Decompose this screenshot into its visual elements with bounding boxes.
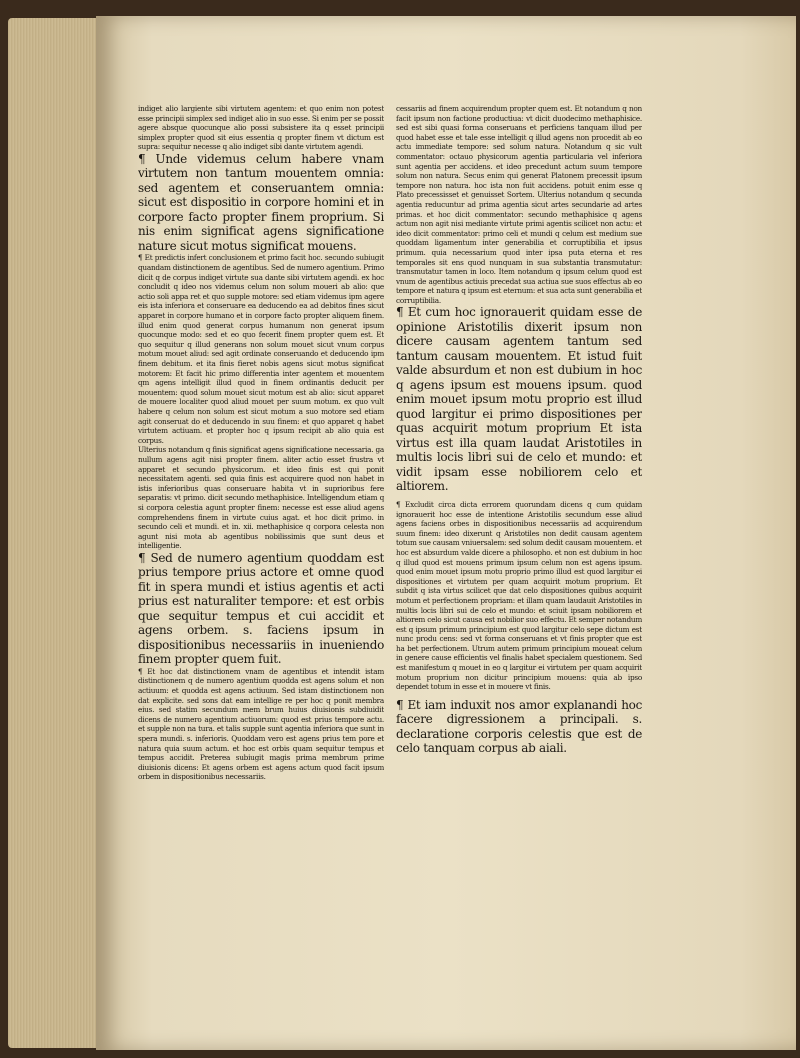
right-text-column [396,104,642,844]
left-text-column [138,104,384,804]
right-paragraph-1: cessariis ad finem acquirendum propter quem est. Et notandum q non facit ipsum non factione productiua: vt dicit duodecimo methaphisice. sed est sibi quasi forma conseruans et perficiens tanquam illud per quod habet esse et tale esse intelligit q illud agens non procedit ab eo actu immediate tempore: sed solum natura. Notandum q sic vult commentator: octauo physicorum agentia particularia vel inferiora sunt agentia per accidens. et ideo precedunt actum suum tempore solum non natura. Secus enim qui generat Platonem precessit ipsum tempore non natura. hoc ista non fuit accidens. potuit enim esse q Plato precessisset et genuisset Sortem. Ulterius notandum q secunda agentia reducuntur ad prima agentia sicut artes secundarie ad artes primas. et hoc dicit commentator: secundo methaphisice q agens actum non agit nisi mediante virtute primi agentis scilicet non actu: et ideo dicit commentator: primo celi et mundi q celum est medium sue quoddam ligamentum inter generabilia et corruptibilia et ipsus primum. quia necessarium quod inter ipsa puta eterna et res temporales sit ens quod nunquam in sua substantia transmutatur: transmutatur tamen in loco. Item notandum q ipsum celum quod est vnum de agentibus actiuis precedat sua actiua sue suos effectus ab eo tempore et natura q ipsum est eternum: et sua acta sunt generabilia et corruptibilia. [396,104,642,305]
left-paragraph-2: ¶ Unde videmus celum habere vnam virtutem non tantum mouentem omnia: sed agentem et conseruantem omnia: sicut est dispositio in corpore homini et in corpore facto propter finem proprium. Si nis enim significat agens significatione nature sicut motus significat mouens. [138,151,384,253]
right-paragraph-2: ¶ Et cum hoc ignorauerit quidam esse de opinione Aristotilis dixerit ipsum non dicere causam agentem tantum sed tantum causam mouentem. Et istud fuit valde absurdum et non est dubium in hoc q agens ipsum est mouens ipsum. quod enim mouet ipsum motu proprio est illud quod largitur ei primo dispositiones per quas acquirit motum proprium Et ista virtus est illa quam laudat Aristotiles in multis locis libri sui de celo et mundo: et vidit ipsam esse nobiliorem celo et altiorem. [396,305,642,494]
left-paragraph-4: Ulterius notandum q finis significat agens significatione necessaria. ga nullum agens agit nisi propter finem. aliter actio esset frustra vt apparet et secundo physicorum. et ideo finis est qui ponit necessitatem agenti. sed quia finis est acquirere quod non habet in istis inferioribus quas conseruare habita vt in suprioribus fere separatis: vt primo. dicit secundo methaphisice. Intelligendum etiam q si corpora celestia agunt propter finem: necesse est esse aliud agens comprehendens finem in virtute cuius agat. et hoc dicit primo. in secundo celi et mundi. et in. xii. methaphisice q corpora celesta non agunt nisi mota ab agentibus nobilissimis que sunt deus et intelligentie. [138,445,384,551]
right-paragraph-4: ¶ Et iam induxit nos amor explanandi hoc facere digressionem a principali. s. declaratione corporis celestis que est de celo tanquam corpus ab aiali. [396,697,642,756]
right-paragraph-3: ¶ Excludit circa dicta errorem quorundam dicens q cum quidam ignorauerit hoc esse de intentione Aristotilis secundum esse aliud agens faciens orbes in dispositionibus necessariis ad acquirendum suum finem: ideo dixerunt q Aristotiles non dedit causam agentem totum sue causam vniuersalem: sed solum dedit causam mouentem. et hoc est absurdum valde dicere a philosopho. et non est dubium in hoc q illud quod est mouens primum ipsum celum non est agens ipsum. quod enim mouet ipsum motu proprio primo illud est quod largitur ei dispositiones et virtutem per quam acquirit motum proprium. Et subdit q ista virtus scilicet que dat celo dispositiones quibus acquirit motum et perfectionem propriam: et illam quam laudauit Aristotiles in multis locis libri sui de celo et mundo: et sciuit ipsam nobiliorem et altiorem celo sicut causa est nobilior suo effectu. Et semper notandum est q ipsum primum principium est quod largitur celo sepe dictum est nunc produ cens: sed vt forma conseruans et vt finis propter que est ha bet perfectionem. Utrum autem primum principium moueat celum in genere cause efficientis vel finalis habet specialem questionem. Sed est manifestum q mouet in eo q largitur ei virtutem per quam acquirit motum proprium non dicitur principium mouens: quia ab ipso dependet totum in esse et in mouere vt finis. [396,499,642,692]
left-paragraph-5: ¶ Sed de numero agentium quoddam est prius tempore prius actore et omne quod fit in spera mundi et istius agentis et acti prius est naturaliter tempore: et est orbis que sequitur tempus et cui accidit et agens orbem. s. faciens ipsum in dispositionibus necessariis in inueniendo finem propter quem fuit. [138,550,384,667]
left-paragraph-1: indiget alio largiente sibi virtutem agentem: et quo enim non potest esse principii simplex sed indiget alio in suo esse. Si enim per se possit agere absque quocunque alio possi subsistere ita q esset principii simplex propter quod sit eius essentia q propter finem vt dictum est supra: sequitur necesse q alio indiget sibi dante virtutem agendi. [138,104,384,152]
left-paragraph-3: ¶ Et predictis infert conclusionem et primo facit hoc. secundo subiugit quandam distinctionem de agentibus. Sed de numero agentium. Primo dicit q de corpus indiget virtute sua dante sibi virtutem agendi. ex hoc concludit q ideo nos videmus celum non solum moueri ab alio: que actio soli appa ret et quo supple motore: sed etiam videmus ipm agere eis ista inferiora et conseruare ea deducendo ea ad debitos fines sicut apparet in corpore humano et in corpore facto propter aliquem finem. illud enim quod generat corpus humanum non generat ipsum quocunque modo: sed et eo quo fecerit finem propter quem est. Et quo sequitur q illud generans non solum mouet sicut vnum corpus motum mouet aliud: sed agit ordinate conseruando et deducendo ipm finem debitum. et ita finis fieret nobis agens sicut motus significat motorem: Et facit hic primo differentia inter agentem et mouentem qm agens intelligit illud quod in finem ordinantis deducit per mouentem: quod solum mouet sicut motum est ab alio: sicut apparet de mouere localiter quod aliud mouet per suum motum. ex quo vult habere q celum non solum est sicut motum a suo motore sed etiam agit conseruat do et deducendo in suu finem: et quo apparet q habet virtutem actiuam. et propter hoc q ipsum recipit ab alio quia est corpus. [138,253,384,445]
left-paragraph-6: ¶ Et hoc dat distinctionem vnam de agentibus et intendit istam distinctionem q de numero agentium quodda est agens solum et non actiuum: et quodda est agens actiuum. Sed istam distinctionem non dat explicite. sed sons dat eam intellige re per hoc q ponit membra eius. sed statim secundum mem brum huius diuisionis subdiuidit dicens de numero agentium actiuorum: quod est prius tempore actu. et supple non na tura. et talis supple sunt agentia inferiora que sunt in spera mundi. s. inferioris. Quoddam vero est agens prius tem pore et natura quia suum actum. et hoc est orbis quam sequitur tempus et tempus accidit. Preterea subiugit magis prima membrum prime diuisionis dicens: Et agens orbem est agens actum quod facit ipsum orbem in dispositionibus necessariis. [138,666,384,782]
page-stack-edge [8,18,108,1048]
